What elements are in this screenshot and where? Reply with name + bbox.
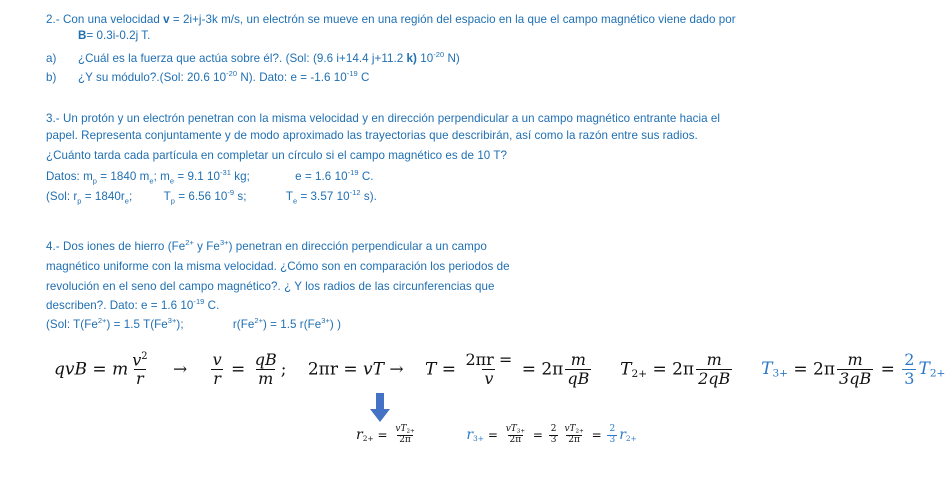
- fraction-vT3-2pi: $\frac{vT_{3+}}{2\pi}$: [505, 424, 526, 446]
- down-arrow-icon: [370, 393, 390, 423]
- problem-3-data: Datos: $m_p = 1840$ $m_e$; $m_e = 9.1$ $10^{-31}$ kg; e = 1.6 $10^{-19}$ C.: [46, 168, 374, 186]
- fraction-qB-m: $\frac{qB}{m}$: [254, 350, 277, 388]
- fraction-m-2qB: $\frac{m}{2qB}$: [698, 350, 731, 388]
- fraction-v-r: $\frac{v}{r}$: [212, 350, 222, 388]
- problem-4-line-4: describen?. Dato: e = 1.6 $10^{-19}$ C.: [46, 297, 220, 312]
- equation-radii: $r_{2+}$ = $\frac{vT_{2+}}{2\pi}$ $r_{3+}$ = $\frac{vT_{3+}}{2\pi}$ = $\frac{2}{3}$ $\frac{vT_{2+}}{2\pi}$ = $\frac{2}{3}$ $r_{2+}$: [356, 424, 637, 446]
- fraction-vT2-2pi: $\frac{vT_{2+}}{2\pi}$: [395, 424, 415, 446]
- problem-2-line-2: B= 0.3i-0.2j T.: [78, 29, 151, 42]
- problem-3-solution: (Sol: $r_p = 1840r_e$; $T_p = 6.56$ $10^{-9}$ s; $T_e = 3.57$ $10^{-12}$ s).: [46, 188, 377, 206]
- problem-4-line-2: magnético uniforme con la misma velocidad. ¿Cómo son en comparación los periodos de: [46, 260, 510, 273]
- problem-3-line-2: papel. Representa conjuntamente y de modo aproximado las trayectorias que describirán, así como la razón entre sus radios.: [46, 129, 698, 142]
- fraction-two-thirds-blue: $\frac{2}{3}$: [609, 424, 616, 445]
- fraction-m-qB: $\frac{m}{qB}$: [567, 350, 590, 388]
- problem-4-line-1: 4.- Dos iones de hierro ($Fe^{2+}$ y $Fe^{3+}$) penetran en dirección perpendicular a un campo: [46, 238, 487, 253]
- problem-4-solution: (Sol: $T(Fe^{2+}) = 1.5$ $T(Fe^{3+})$; $r(Fe^{2+}) = 1.5$ $r(Fe^{3+})$ ): [46, 316, 342, 331]
- fraction-two-thirds-small: $\frac{2}{3}$: [550, 424, 557, 445]
- fraction-m-3qB: $\frac{m}{3qB}$: [839, 350, 872, 388]
- problem-4-line-3: revolución en el seno del campo magnético?. ¿ Y los radios de las circunferencias que: [46, 280, 495, 293]
- problem-3-line-1: 3.- Un protón y un electrón penetran con la misma velocidad y en dirección perpendicular a un campo magnético entrante hacia el: [46, 112, 721, 125]
- fraction-v2-r: $\frac{v^2}{r}$: [132, 350, 148, 389]
- fraction-vT2-2pi-b: $\frac{vT_{2+}}{2\pi}$: [564, 424, 584, 446]
- problem-2-part-b: b) ¿Y su módulo?.(Sol: 20.6 $10^{-20}$ N). Dato: e = -1.6 $10^{-19}$ C: [46, 69, 370, 84]
- problem-3-line-3: ¿Cuánto tarda cada partícula en completar un círculo si el campo magnético es de 10 T?: [46, 149, 508, 162]
- problem-2-part-a: a) ¿Cuál es la fuerza que actúa sobre él?. (Sol: (9.6 i+14.4 j+11.2 k) $10^{-20}$ N): [46, 50, 460, 65]
- fraction-two-thirds: $\frac{2}{3}$: [904, 350, 915, 388]
- fraction-2pir-v: $\frac{2\pi r =}{v}$: [465, 350, 513, 388]
- problem-2-line-1: 2.- Con una velocidad v = 2i+j-3k m/s, un electrón se mueve en una región del espacio en la que el campo magnético viene dado por: [46, 13, 736, 26]
- equation-main: qvB = m $\frac{v^2}{r}$ → $\frac{v}{r}$ = $\frac{qB}{m}$ ; 2πr = vT → T = $\frac{2\pi r =}{v}$ = 2π $\frac{m}{qB}$ $T_{2+} = 2\pi$ $\frac{m}{2qB}$ $T_{3+} = 2\pi$ $\frac{m}{3qB}$ = $\frac{2}{3}$ $T_{2+}$: [54, 350, 945, 389]
